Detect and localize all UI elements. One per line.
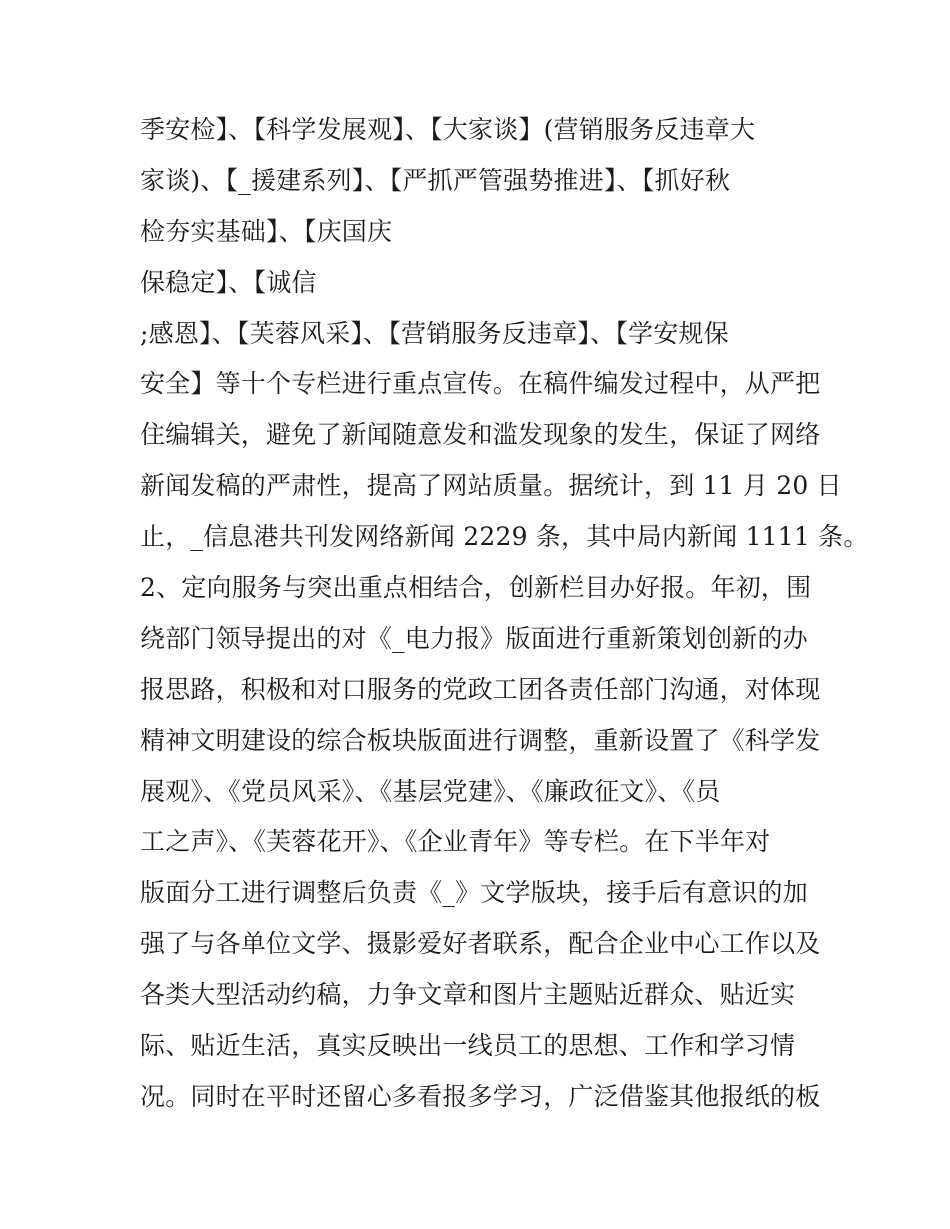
text-line-15: 工之声》、《芙蓉花开》、《企业青年》等专栏。在下半年对: [140, 827, 771, 857]
text-line-4: 保稳定】、【诚信: [140, 267, 317, 297]
text-line-13: 精神文明建设的综合板块版面进行调整，重新设置了《科学发: [140, 725, 821, 755]
body-text: [140, 105, 869, 1123]
text-line-16: 版面分工进行调整后负责《_》文学版块，接手后有意识的加: [140, 878, 808, 908]
text-line-9: 止，_信息港共刊发网络新闻 2229 条，其中局内新闻 1111 条。: [140, 522, 869, 552]
text-line-17: 强了与各单位文学、摄影爱好者联系，配合企业中心工作以及: [140, 929, 821, 959]
text-line-7: 住编辑关，避免了新闻随意发和滥发现象的发生，保证了网络: [140, 420, 821, 450]
text-line-5: ;感恩】、【芙蓉风采】、【营销服务反违章】、【学安规保: [140, 318, 729, 348]
text-line-1: 季安检】、【科学发展观】、【大家谈】(营销服务反违章大: [140, 115, 756, 144]
text-line-10: 2、定向服务与突出重点相结合，创新栏目办好报。年初，围: [140, 573, 812, 603]
text-line-2: 家谈)、【_援建系列】、【严抓严管强势推进】、【抓好秋: [140, 165, 731, 195]
text-line-12: 报思路，积极和对口服务的党政工团各责任部门沟通，对体现: [140, 674, 821, 704]
text-line-18: 各类大型活动约稿，力争文章和图片主题贴近群众、贴近实: [140, 980, 796, 1010]
text-line-14: 展观》、《党员风采》、《基层党建》、《廉政征文》、《员: [140, 776, 721, 806]
text-line-11: 绕部门领导提出的对《_电力报》版面进行重新策划创新的办: [140, 623, 808, 653]
text-line-19: 际、贴近生活，真实反映出一线员工的思想、工作和学习情: [140, 1031, 796, 1061]
text-line-6: 安全】等十个专栏进行重点宣传。在稿件编发过程中，从严把: [140, 369, 821, 399]
text-line-20: 况。同时在平时还留心多看报多学习，广泛借鉴其他报纸的板: [140, 1081, 821, 1111]
text-line-3: 检夯实基础】、【庆国庆: [140, 216, 393, 246]
text-line-8: 新闻发稿的严肃性，提高了网站质量。据统计，到 11 月 20 日: [140, 471, 842, 501]
